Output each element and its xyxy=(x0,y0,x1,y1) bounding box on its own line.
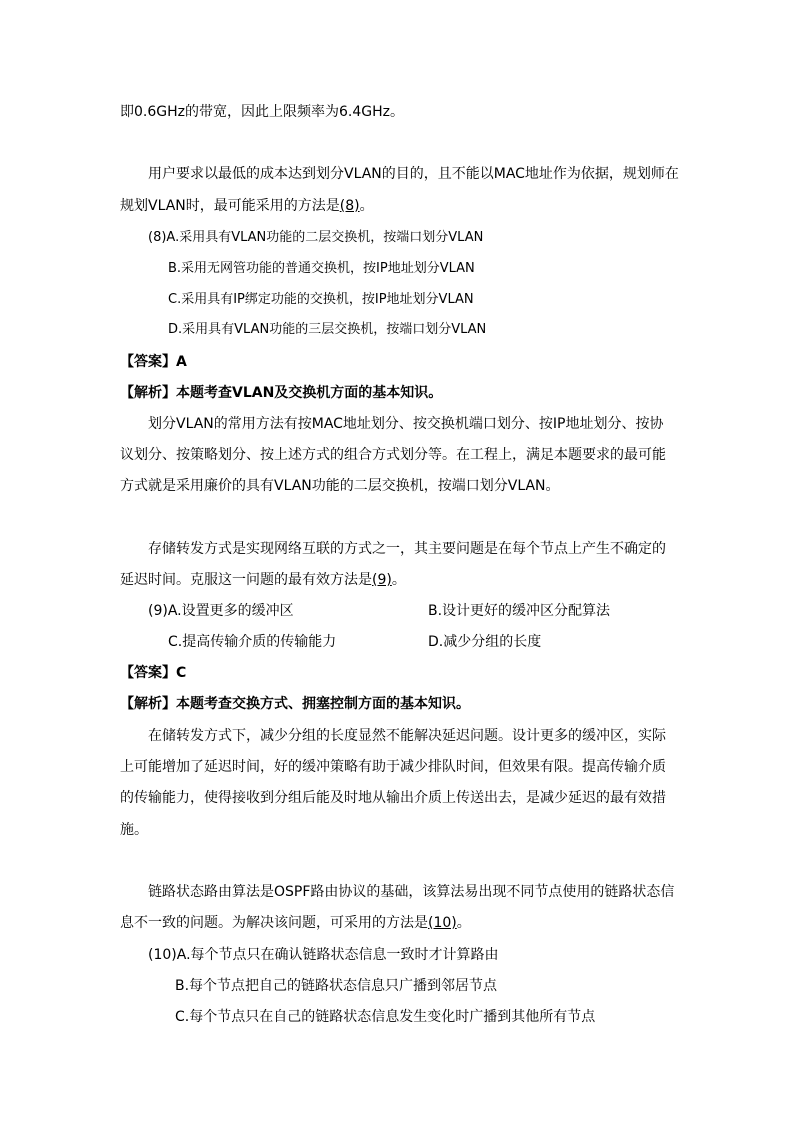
q9-analysis-line-4: 施。 xyxy=(120,822,148,838)
q9-analysis-line-1: 在储转发方式下，减少分组的长度显然不能解决延迟问题。设计更多的缓冲区，实际 xyxy=(148,728,666,744)
q9-option-b: B.设计更好的缓冲区分配算法 xyxy=(428,603,611,619)
q8-option-d: D.采用具有VLAN功能的三层交换机，按端口划分VLAN xyxy=(168,322,487,337)
q9-stem-line-1: 存储转发方式是实现网络互联的方式之一，其主要问题是在每个节点上产生不确定的 xyxy=(148,541,666,557)
q10-stem-suffix: 。 xyxy=(456,915,471,931)
q10-stem-prefix: 息不一致的问题。为解决该问题，可采用的方法是 xyxy=(120,915,428,931)
q10-stem-line-2 xyxy=(120,914,471,932)
q9-analysis-line-2: 上可能增加了延迟时间，好的缓冲策略有助于减少排队时间，但效果有限。提高传输介质 xyxy=(120,759,666,775)
q8-stem-line-1: 用户要求以最低的成本达到划分VLAN的目的，且不能以MAC地址作为依据，规划师在 xyxy=(148,166,679,182)
q10-option-a: (10)A.每个节点只在确认链路状态信息一致时才计算路由 xyxy=(148,947,499,963)
q9-option-c: C.提高传输介质的传输能力 xyxy=(168,634,337,650)
q8-option-c: C.采用具有IP绑定功能的交换机，按IP地址划分VLAN xyxy=(168,292,474,307)
q8-stem-line-2 xyxy=(120,197,374,215)
q9-analysis-line-3: 的传输能力，使得接收到分组后能及时地从输出介质上传送出去，是减少延迟的最有效措 xyxy=(120,790,666,806)
q10-option-c: C.每个节点只在自己的链路状态信息发生变化时广播到其他所有节点 xyxy=(175,1009,596,1025)
q9-option-d: D.减少分组的长度 xyxy=(428,634,542,650)
q9-stem-suffix: 。 xyxy=(391,572,406,588)
q10-blank: (10) xyxy=(428,915,457,931)
q8-analysis-title: 【解析】本题考查VLAN及交换机方面的基本知识。 xyxy=(120,385,443,401)
q8-stem-prefix: 规划VLAN时，最可能采用的方法是 xyxy=(120,198,340,214)
q8-option-b: B.采用无网管功能的普通交换机，按IP地址划分VLAN xyxy=(168,261,475,276)
q8-stem-suffix: 。 xyxy=(359,198,374,214)
q10-option-b: B.每个节点把自己的链路状态信息只广播到邻居节点 xyxy=(175,978,498,994)
q8-analysis-line-2: 议划分、按策略划分、按上述方式的组合方式划分等。在工程上，满足本题要求的最可能 xyxy=(120,447,666,463)
q9-blank: (9) xyxy=(372,572,392,588)
q8-analysis-line-3: 方式就是采用廉价的具有VLAN功能的二层交换机，按端口划分VLAN。 xyxy=(120,478,560,494)
q8-option-a: (8)A.采用具有VLAN功能的二层交换机，按端口划分VLAN xyxy=(148,230,484,245)
q10-stem-line-1: 链路状态路由算法是OSPF路由协议的基础，该算法易出现不同节点使用的链路状态信 xyxy=(148,884,675,900)
q9-analysis-title: 【解析】本题考查交换方式、拥塞控制方面的基本知识。 xyxy=(120,696,470,712)
q9-option-a: (9)A.设置更多的缓冲区 xyxy=(148,603,294,619)
q9-answer: 【答案】C xyxy=(120,665,187,681)
q8-blank: (8) xyxy=(339,198,360,214)
intro-text: 即0.6GHz的带宽，因此上限频率为6.4GHz。 xyxy=(120,104,404,120)
q8-answer: 【答案】A xyxy=(120,354,187,370)
q9-stem-line-2 xyxy=(120,571,406,589)
q9-stem-prefix: 延迟时间。克服这一问题的最有效方法是 xyxy=(120,572,372,588)
q8-analysis-line-1: 划分VLAN的常用方法有按MAC地址划分、按交换机端口划分、按IP地址划分、按协 xyxy=(148,416,664,432)
